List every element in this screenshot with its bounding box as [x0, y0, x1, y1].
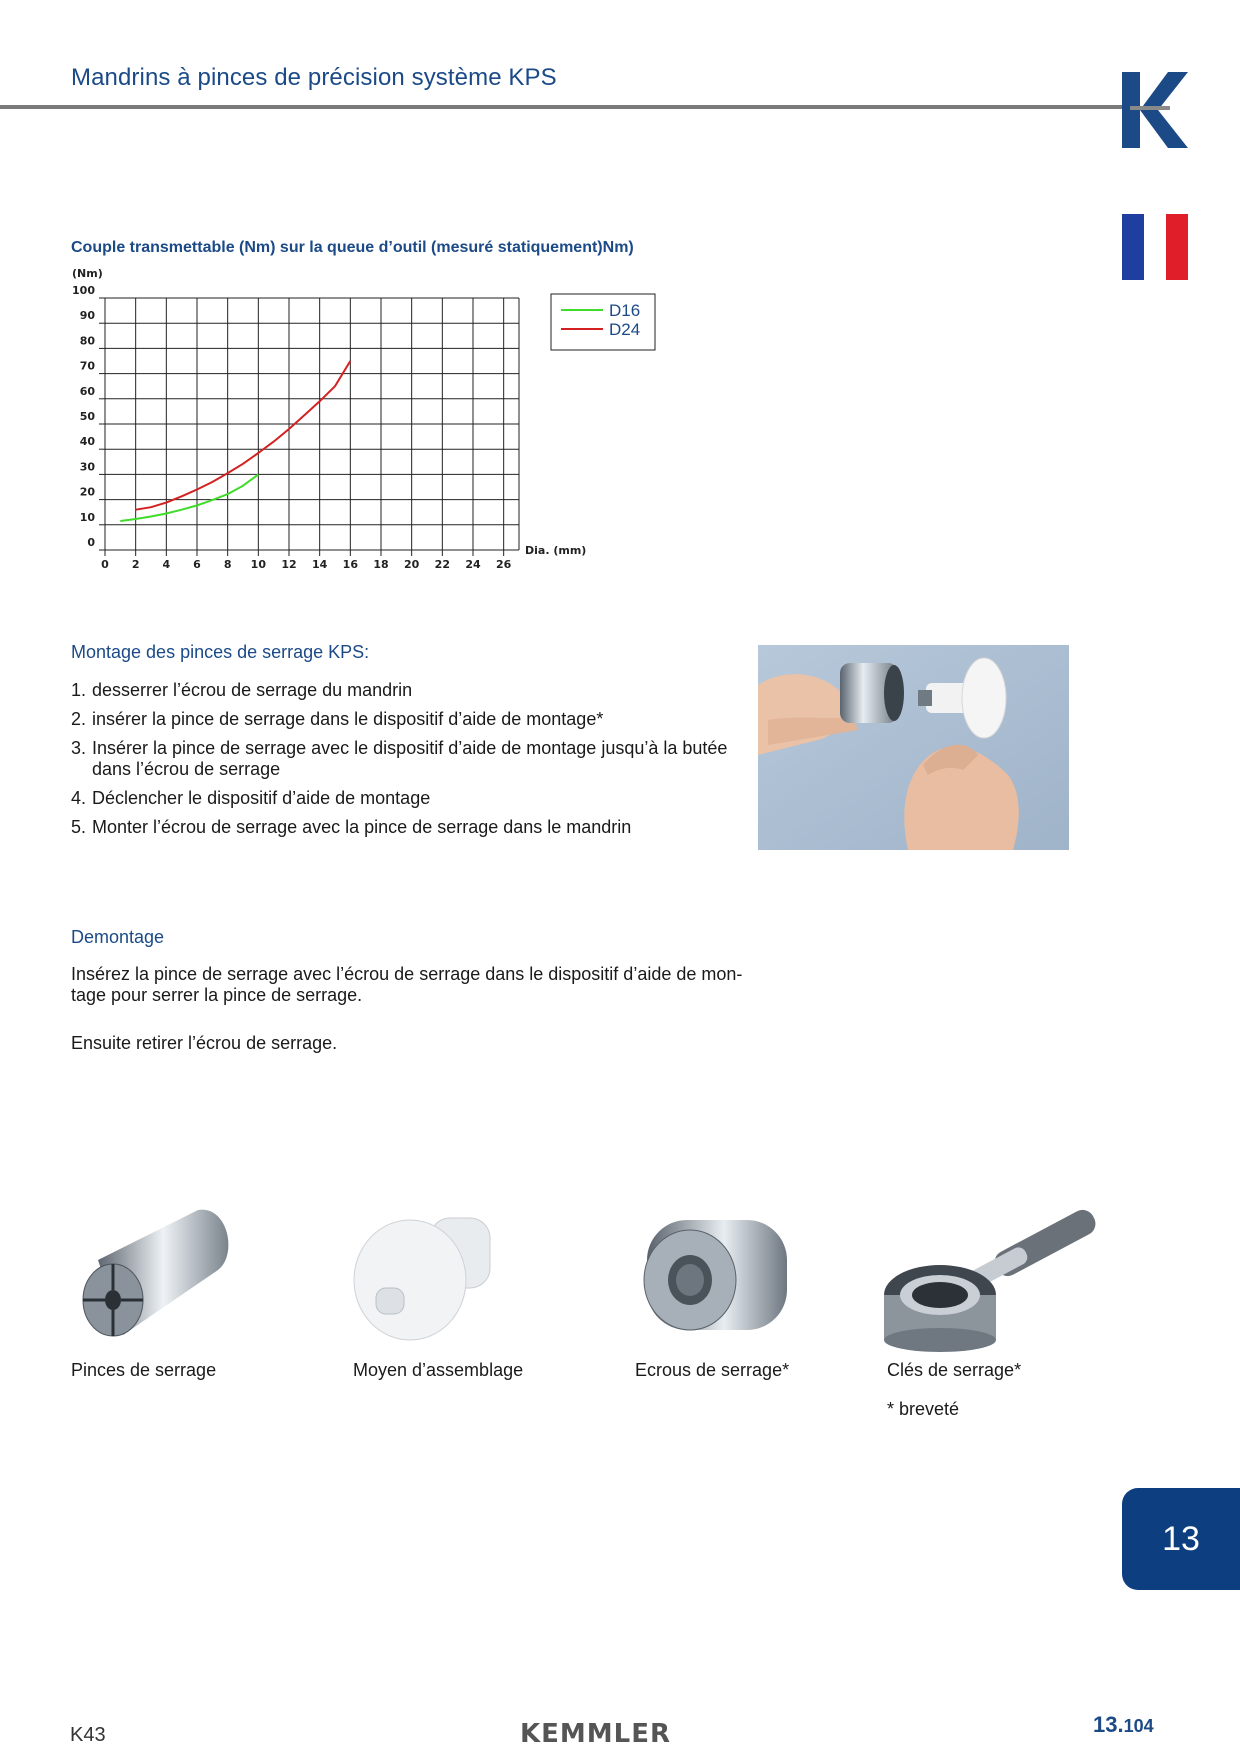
x-tick-label: 20	[404, 558, 420, 571]
chart-title: Couple transmettable (Nm) sur la queue d’outil (mesuré statiquement)Nm)	[71, 239, 634, 256]
x-axis-label: Dia. (mm)	[525, 544, 587, 557]
page-number-minor: 104	[1123, 1716, 1154, 1736]
series-line-d16	[120, 474, 258, 521]
flag-red-stripe	[1166, 214, 1188, 280]
french-flag-icon	[1122, 214, 1188, 280]
y-tick-label: 60	[79, 384, 95, 398]
collet-label: Pinces de serrage	[71, 1360, 217, 1380]
y-tick-label: 90	[79, 309, 95, 323]
montage-step-number: 3.	[71, 738, 87, 758]
collet-image	[68, 1200, 238, 1350]
montage-step-number: 4.	[71, 788, 87, 808]
montage-step-text: Déclencher le dispositif d’aide de montage	[92, 788, 431, 808]
legend-label-d24: D24	[609, 320, 641, 339]
montage-step-number: 1.	[71, 680, 87, 700]
wrench-label: Clés de serrage*	[887, 1360, 1022, 1380]
montage-step-text: insérer la pince de serrage dans le dispositif d’aide de montage*	[92, 709, 604, 729]
y-axis-label: (Nm)	[72, 267, 103, 280]
montage-step	[71, 680, 751, 701]
flag-white-stripe	[1144, 214, 1166, 280]
page-number-major: 13.	[1093, 1712, 1124, 1737]
montage-step	[71, 788, 751, 809]
flag-blue-stripe	[1122, 214, 1144, 280]
demontage-paragraph-1: Insérez la pince de serrage avec l’écrou de serrage dans le dispositif d’aide de mon-tage pour serrer la pince de serrage.	[71, 964, 743, 1005]
assembly-tool-image	[350, 1200, 520, 1350]
kemmler-k-logo-icon	[1120, 70, 1190, 150]
y-tick-label: 80	[79, 334, 95, 348]
x-tick-label: 18	[373, 558, 389, 571]
page-title: Mandrins à pinces de précision système KPS	[71, 64, 557, 91]
x-tick-label: 26	[496, 558, 512, 571]
x-tick-label: 10	[250, 558, 266, 571]
montage-step	[71, 709, 751, 730]
y-tick-label: 30	[79, 460, 95, 474]
x-tick-label: 14	[312, 558, 328, 571]
x-tick-label: 16	[342, 558, 358, 571]
footer-brand: KEMMLER	[520, 1719, 672, 1749]
montage-step-number: 2.	[71, 709, 87, 729]
montage-steps-list	[71, 680, 751, 846]
y-tick-label: 50	[79, 410, 95, 423]
x-tick-label: 24	[465, 558, 481, 571]
y-tick-label: 10	[79, 510, 95, 524]
x-tick-label: 8	[223, 558, 232, 571]
x-tick-label: 0	[101, 558, 109, 571]
series-line-d24	[136, 361, 351, 510]
y-tick-label: 20	[79, 485, 95, 499]
page-number	[1093, 1712, 1154, 1738]
clamping-nut-label: Ecrous de serrage*	[635, 1360, 790, 1380]
chapter-tab[interactable]: 13	[1122, 1488, 1240, 1590]
montage-step	[71, 738, 751, 780]
wrench-image	[880, 1200, 1100, 1350]
legend-label-d16: D16	[609, 301, 641, 320]
y-tick-label: 40	[79, 435, 95, 449]
footer-code: K43	[70, 1724, 106, 1746]
montage-step-text: Insérer la pince de serrage avec le dispositif d’aide de montage jusqu’à la butée dans l’écrou de serrage	[92, 738, 728, 779]
demontage-heading: Demontage	[71, 927, 165, 947]
assembly-photo	[758, 645, 1069, 850]
demontage-paragraph-2: Ensuite retirer l’écrou de serrage.	[71, 1033, 338, 1053]
x-tick-label: 6	[193, 558, 201, 571]
clamping-nut-image	[632, 1200, 802, 1350]
montage-heading: Montage des pinces de serrage KPS:	[71, 642, 370, 662]
patent-footnote: * breveté	[887, 1399, 960, 1419]
montage-step-text: desserrer l’écrou de serrage du mandrin	[92, 680, 413, 700]
x-tick-label: 4	[162, 558, 171, 571]
x-tick-label: 22	[434, 558, 450, 571]
y-tick-label: 70	[79, 359, 95, 373]
assembly-tool-label: Moyen d’assemblage	[353, 1360, 524, 1380]
montage-step-number: 5.	[71, 817, 87, 837]
y-tick-label: 100	[72, 284, 95, 297]
montage-step	[71, 817, 751, 838]
x-tick-label: 2	[131, 558, 140, 571]
x-tick-label: 12	[281, 558, 297, 571]
torque-chart	[60, 264, 641, 574]
y-tick-label: 0	[87, 536, 95, 549]
title-rule	[0, 105, 1122, 109]
montage-step-text: Monter l’écrou de serrage avec la pince de serrage dans le mandrin	[92, 817, 632, 837]
